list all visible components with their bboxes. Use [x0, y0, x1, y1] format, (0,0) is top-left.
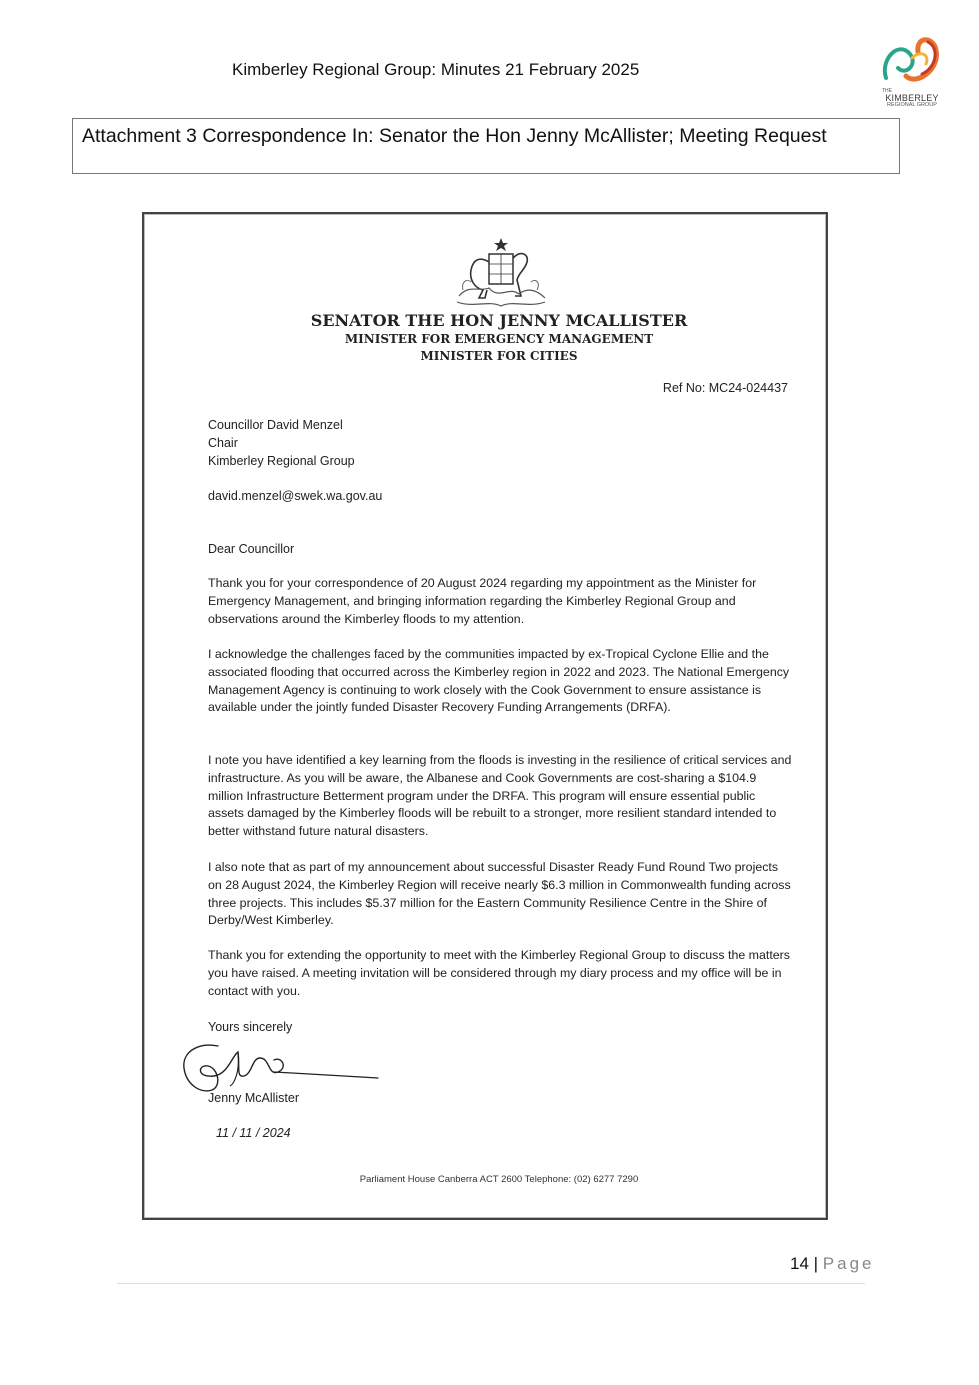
letter-paragraph-1: Thank you for your correspondence of 20 August 2024 regarding my appointment as the Minister for Emergency Management, and bringing information regarding the Kimberley Regional Group and observations around the Kimberley floods to my attention.	[208, 576, 757, 626]
recipient-name: Councillor David Menzel	[208, 418, 343, 432]
letter-paragraph-3: I note you have identified a key learning from the floods is investing in the resilience of critical services and infrastructure. As you will be aware, the Albanese and Cook Governments are cost-sharing a $104.9 million Infrastructure Betterment program under the DRFA. This program will ensure essential public assets damaged by the Kimberley floods will be rebuilt to a stronger, more resilient standard intended to better withstand future natural disasters.	[208, 753, 792, 839]
letter-image	[142, 212, 828, 1220]
recipient-email: david.menzel@swek.wa.gov.au	[208, 489, 383, 503]
sender-role-2: MINISTER FOR CITIES	[420, 349, 578, 363]
letter-footer-address: Parliament House Canberra ACT 2600 Telephone: (02) 6277 7290	[359, 1174, 639, 1185]
page-number	[790, 1254, 875, 1274]
salutation: Dear Councillor	[208, 542, 295, 556]
letter-paragraph-2: I acknowledge the challenges faced by the communities impacted by ex-Tropical Cyclone Ellie and the associated flooding that occurred across the Kimberley region in 2022 and 2023. The National Emergency Management Agency is continuing to work closely with the Cook Government to ensure assistance is available under the jointly funded Disaster Recovery Funding Arrangements (DRFA).	[208, 647, 790, 715]
page-label: Page	[822, 1254, 875, 1273]
letter-paragraph-5: Thank you for extending the opportunity to meet with the Kimberley Regional Group to discuss the matters you have raised. A meeting invitation will be considered through my diary process and my office will be in contact with you.	[208, 948, 790, 998]
recipient-organisation: Kimberley Regional Group	[208, 454, 355, 468]
attachment-title: Attachment 3 Correspondence In: Senator the Hon Jenny McAllister; Meeting Request	[82, 125, 827, 147]
kimberley-logo	[876, 30, 948, 106]
sender-name: SENATOR THE HON JENNY MCALLISTER	[310, 311, 688, 330]
letter-date: 11 / 11 / 2024	[216, 1126, 291, 1140]
coat-of-arms-icon	[449, 236, 553, 314]
reference-number: Ref No: MC24-024437	[662, 381, 788, 395]
logo-text-line1: THE	[882, 88, 892, 94]
letter-closing: Yours sincerely	[208, 1020, 293, 1034]
logo-text-line2: KIMBERLEY	[885, 93, 939, 103]
signatory-name: Jenny McAllister	[208, 1091, 299, 1105]
footer-divider	[117, 1283, 865, 1284]
kimberley-swirl-icon	[876, 30, 948, 90]
sender-role-1: MINISTER FOR EMERGENCY MANAGEMENT	[344, 332, 654, 346]
page-number-separator: |	[808, 1254, 823, 1273]
document-header-title: Kimberley Regional Group: Minutes 21 February 2025	[232, 60, 640, 79]
page-number-value: 14	[790, 1254, 809, 1273]
letter-paragraph-4: I also note that as part of my announcement about successful Disaster Ready Fund Round Two projects on 28 August 2024, the Kimberley Region will receive nearly $6.3 million in Commonwealth funding across three projects. This includes $5.37 million for the Eastern Community Resilience Centre in the Shire of Derby/West Kimberley.	[208, 860, 791, 928]
logo-text-line3: REGIONAL GROUP	[887, 102, 937, 108]
recipient-role: Chair	[208, 436, 238, 450]
attachment-title-box	[72, 118, 900, 174]
